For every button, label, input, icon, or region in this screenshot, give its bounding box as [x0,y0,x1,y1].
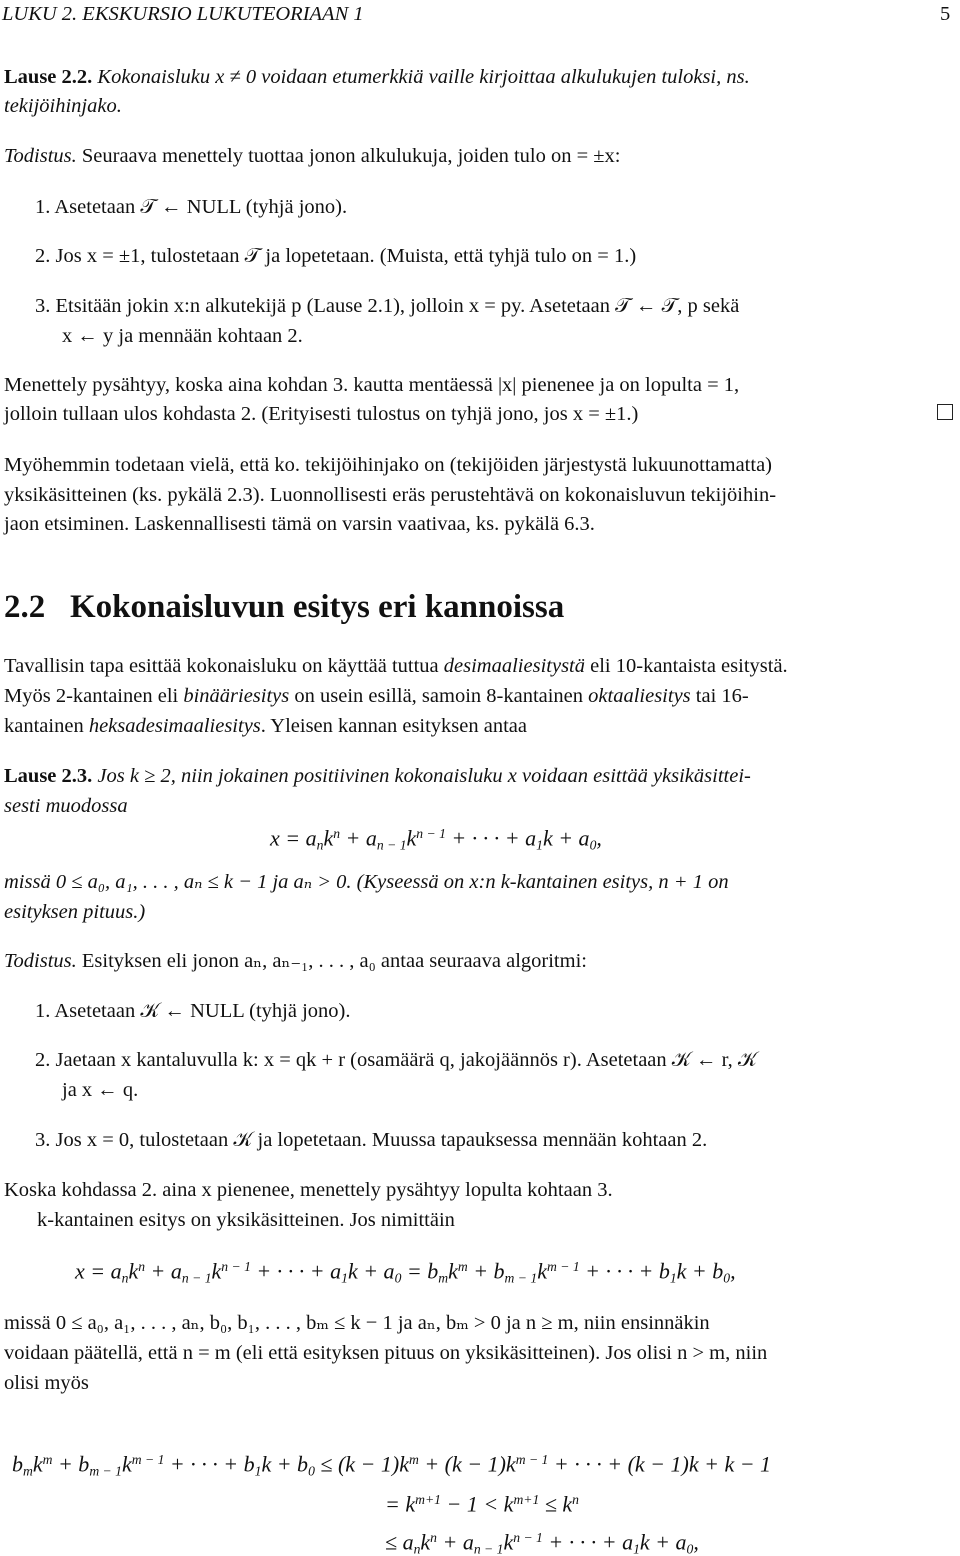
inequality-line-3: ≤ $a_nk^n + a_{n - 1}k^{n - 1}$ + · · · + $a_1k + a_0$, [385,1529,699,1556]
theorem-text-cont: sesti muodossa [4,795,128,817]
running-header: LUKU 2. EKSKURSIO LUKUTEORIAAN 1 [2,3,364,25]
proof-2-step-2-cont: ja x ← q. [62,1079,139,1101]
inequality-line-1: $b_mk^m + b_{m - 1}k^{m - 1}$ + · · · + $b_1k + b_0 \le (k - 1)k^m + (k - 1)k^{m - 1}$ + · · · + (k − 1)k + k − 1 [12,1451,772,1479]
proof-1-termination: Menettely pysähtyy, koska aina kohdan 3. kautta mentäessä |x| pienenee ja on lopulta = 1, [4,374,740,396]
section-number: 2.2 [4,589,46,625]
uniqueness-intro: k-kantainen esitys on yksikäsitteinen. Jos nimittäin [37,1209,455,1231]
inequality-line-2: = $k^{m+1} - 1 < k^{m+1} \le k^n$ [385,1491,579,1517]
text: . Yleisen kannan esityksen antaa [260,715,528,737]
text: eli 10-kantaista esitystä. [585,655,788,677]
theorem-text-cont: tekijöihinjako. [4,95,122,117]
paragraph-line: yksikäsitteinen (ks. pykälä 2.3). Luonnollisesti eräs perustehtävä on kokonaisluvun tekijöihin- [4,484,777,506]
proof-1-step-1: 1. Asetetaan 𝒯 ← NULL (tyhjä jono). [35,196,348,218]
theorem-conditions: missä 0 ≤ a₀, a₁, . . . , aₙ ≤ k − 1 ja aₙ > 0. (Kyseessä on x:n k-kantainen esitys, n + 1 on [4,871,729,893]
paragraph-line: olisi myös [4,1372,89,1394]
proof-1-intro [4,146,620,167]
paragraph-line [4,686,749,707]
paragraph-line: missä 0 ≤ a₀, a₁, . . . , aₙ, b₀, b₁, . . . , bₘ ≤ k − 1 ja aₙ, bₘ > 0 ja n ≥ m, niin ensinnäkin [4,1312,710,1334]
proof-1-step-3-cont: x ← y ja mennään kohtaan 2. [62,325,303,347]
proof-1-termination-cont: jolloin tullaan ulos kohdasta 2. (Erityisesti tulostus on tyhjä jono, jos x = ±1.) [4,403,639,425]
proof-label: Todistus. [4,950,77,972]
section-title: Kokonaisluvun esitys eri kannoissa [70,589,565,625]
paragraph-line [4,716,527,737]
theorem-text: Kokonaisluku x ≠ 0 voidaan etumerkkiä vaille kirjoittaa alkulukujen tuloksi, ns. [97,66,750,88]
text: Tavallisin tapa esittää kokonaisluku on käyttää tuttua [4,655,444,677]
paragraph-line: Myöhemmin todetaan vielä, että ko. tekijöihinjako on (tekijöiden järjestystä lukuunottamatta) [4,454,772,476]
paragraph-line [4,656,788,677]
proof-text: Esityksen eli jonon aₙ, aₙ₋₁, . . . , a₀ antaa seuraava algoritmi: [81,950,587,972]
term: heksadesimaaliesitys [88,715,261,737]
proof-1-step-3: 3. Etsitään jokin x:n alkutekijä p (Lause 2.1), jolloin x = py. Asetetaan 𝒯 ← 𝒯, p sekä [35,295,740,317]
text: tai 16- [690,685,749,707]
proof-2-step-3: 3. Jos x = 0, tulostetaan 𝒦 ja lopetetaan. Muussa tapauksessa mennään kohtaan 2. [35,1129,708,1151]
text: on usein esillä, samoin 8-kantainen [289,685,589,707]
proof-label: Todistus. [4,145,77,167]
equation-representation: $x = a_nk^n + a_{n - 1}k^{n - 1}$ + · · · + $a_1k + a_0$, [270,825,602,853]
theorem-text: Jos k ≥ 2, niin jokainen positiivinen kokonaisluku x voidaan esittää yksikäsittei- [97,765,751,787]
paragraph-line: voidaan päätellä, että n = m (eli että esityksen pituus on yksikäsitteinen). Jos olisi n > m, niin [4,1342,768,1364]
theorem-2-2 [4,67,750,88]
paragraph-line: jaon etsiminen. Laskennallisesti tämä on varsin vaativaa, ks. pykälä 6.3. [4,513,595,535]
theorem-conditions-cont: esityksen pituus.) [4,901,146,923]
proof-text: Seuraava menettely tuottaa jonon alkulukuja, joiden tulo on = ±x: [81,145,621,167]
page-number: 5 [940,3,951,25]
term: binääriesitys [183,685,290,707]
proof-2-step-2: 2. Jaetaan x kantaluvulla k: x = qk + r (osamäärä q, jakojäännös r). Asetetaan 𝒦 ← r, 𝒦 [35,1049,757,1071]
section-heading [4,591,564,624]
text: Myös 2-kantainen eli [4,685,184,707]
proof-2-intro [4,951,587,972]
theorem-label: Lause 2.2. [4,66,93,88]
term: oktaaliesitys [588,685,691,707]
proof-1-step-2: 2. Jos x = ±1, tulostetaan 𝒯 ja lopetetaan. (Muista, että tyhjä tulo on = 1.) [35,245,637,267]
proof-2-termination: Koska kohdassa 2. aina x pienenee, menettely pysähtyy lopulta kohtaan 3. [4,1179,613,1201]
text: kantainen [4,715,89,737]
term: desimaaliesitystä [443,655,585,677]
equation-two-representations: $x = a_nk^n + a_{n - 1}k^{n - 1}$ + · · · + $a_1k + a_0 = b_mk^m + b_{m - 1}k^{m - 1}$ + · · · + $b_1k + b_0$, [75,1258,736,1286]
theorem-2-3 [4,766,751,787]
qed-square [937,404,953,420]
proof-2-step-1: 1. Asetetaan 𝒦 ← NULL (tyhjä jono). [35,1000,351,1022]
theorem-label: Lause 2.3. [4,765,93,787]
